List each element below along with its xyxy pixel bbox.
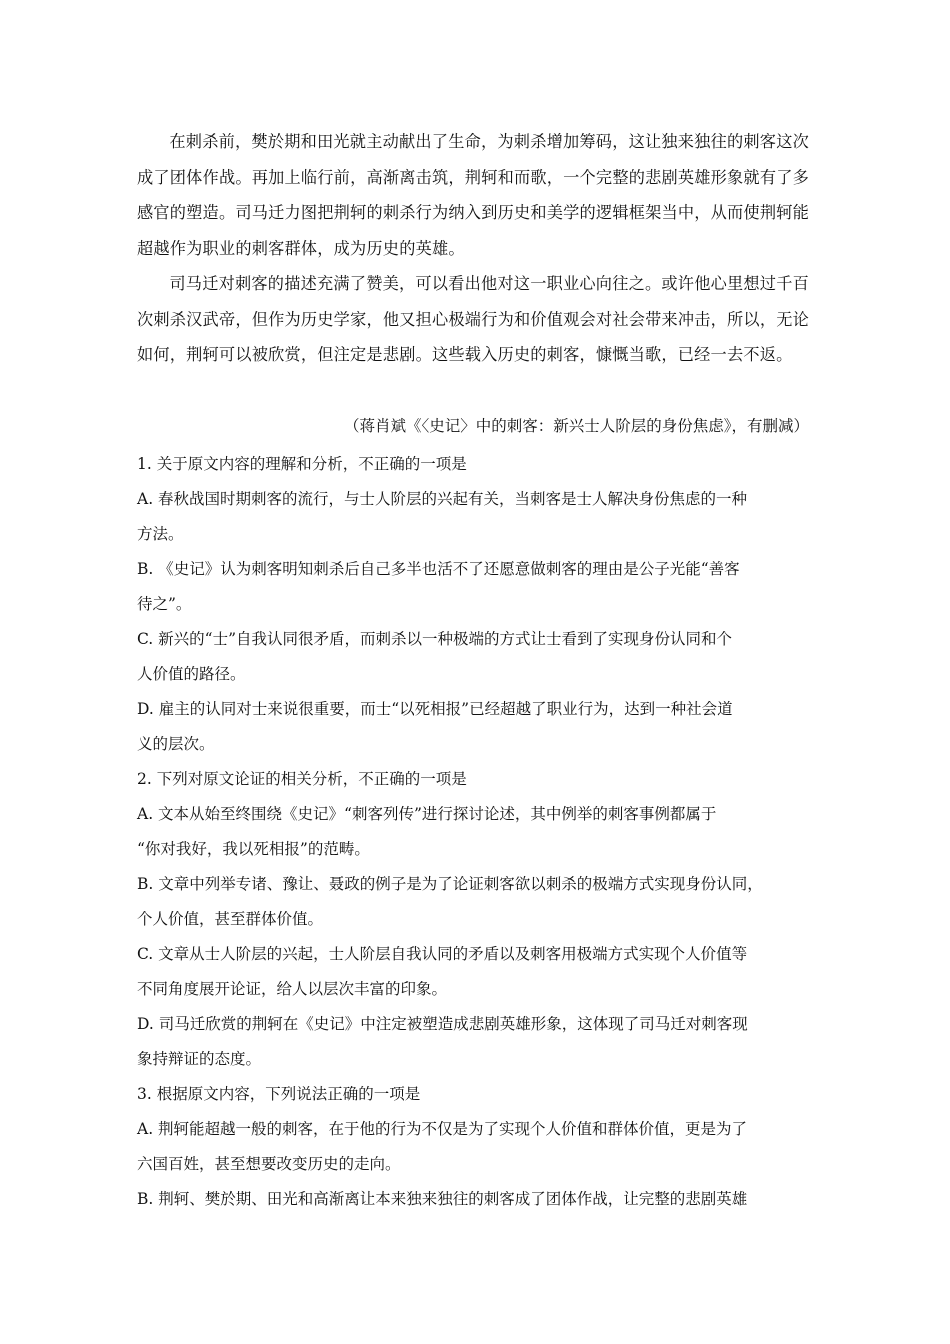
option-line-continued: 六国百姓，甚至想要改变历史的走向。 [137, 1155, 401, 1173]
option-line-continued: “你对我好，我以死相报”的范畴。 [137, 840, 370, 858]
option-line: D. 司马迁欣赏的荆轲在《史记》中注定被塑造成悲剧英雄形象，这体现了司马迁对刺客现 [137, 1015, 748, 1033]
option-line: C. 文章从士人阶层的兴起，士人阶层自我认同的矛盾以及刺客用极端方式实现个人价值等 [137, 945, 748, 963]
option-line: C. 新兴的“士”自我认同很矛盾，而刺杀以一种极端的方式让士看到了实现身份认同和个 [137, 630, 733, 648]
question-stem: 3. 根据原文内容，下列说法正确的一项是 [137, 1085, 421, 1103]
option-line-continued: 义的层次。 [137, 735, 215, 753]
option-line-continued: 象持辩证的态度。 [137, 1050, 262, 1068]
option-line-continued: 个人价值，甚至群体价值。 [137, 910, 324, 928]
option-line: A. 春秋战国时期刺客的流行，与士人阶层的兴起有关，当刺客是士人解决身份焦虑的一种 [137, 490, 748, 508]
option-line: D. 雇主的认同对士来说很重要，而士“以死相报”已经超越了职业行为，达到一种社会道 [137, 700, 733, 718]
article-paragraph: 司马迁对刺客的描述充满了赞美，可以看出他对这一职业心向往之。或许他心里想过千百次刺杀汉武帝，但作为历史学家，他又担心极端行为和价值观会对社会带来冲击，所以，无论如何，荆轲可以被欣赏，但注定是悲剧。这些载入历史的刺客，慷慨当歌，已经一去不返。 [137, 274, 809, 364]
question-stem: 1. 关于原文内容的理解和分析，不正确的一项是 [137, 455, 467, 473]
option-line: A. 荆轲能超越一般的刺客，在于他的行为不仅是为了实现个人价值和群体价值，更是为了 [137, 1120, 748, 1138]
article-paragraph: 在刺杀前，樊於期和田光就主动献出了生命，为刺杀增加筹码，这让独来独往的刺客这次成了团体作战。再加上临行前，高渐离击筑，荆轲和而歌，一个完整的悲剧英雄形象就有了多感官的塑造。司马迁力图把荆轲的刺杀行为纳入到历史和美学的逻辑框架当中，从而使荆轲能超越作为职业的刺客群体，成为历史的英雄。 [137, 132, 809, 258]
option-line: B. 《史记》认为刺客明知刺杀后自己多半也活不了还愿意做刺客的理由是公子光能“善客 [137, 560, 740, 578]
option-line: A. 文本从始至终围绕《史记》“刺客列传”进行探讨论述，其中例举的刺客事例都属于 [137, 805, 717, 823]
option-line: B. 文章中列举专诸、豫让、聂政的例子是为了论证刺客欲以刺杀的极端方式实现身份认同， [137, 875, 763, 893]
option-line-continued: 待之”。 [137, 595, 192, 613]
question-stem: 2. 下列对原文论证的相关分析，不正确的一项是 [137, 770, 467, 788]
option-line-continued: 人价值的路径。 [137, 665, 246, 683]
article-source: （蒋肖斌《〈史记〉中的刺客：新兴士人阶层的身份焦虑》，有删减） [343, 417, 809, 435]
option-line-continued: 方法。 [137, 525, 184, 543]
option-line-continued: 不同角度展开论证，给人以层次丰富的印象。 [137, 980, 448, 998]
option-line: B. 荆轲、樊於期、田光和高渐离让本来独来独往的刺客成了团体作战，让完整的悲剧英雄 [137, 1190, 748, 1208]
